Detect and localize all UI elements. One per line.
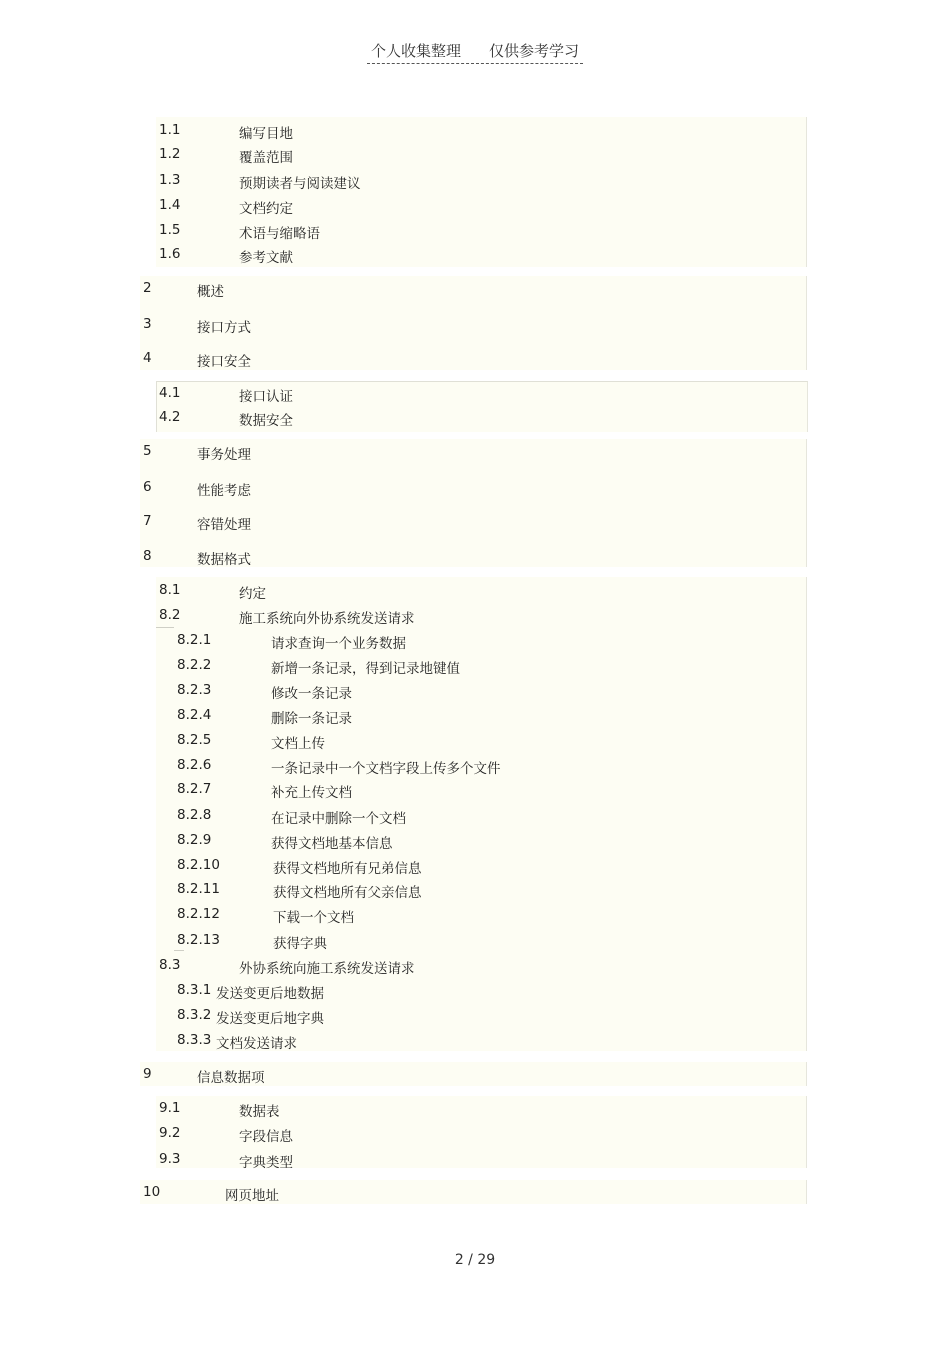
toc-number: 8.2.11 [177,881,220,897]
toc-title: 预期读者与阅读建议 [239,176,361,192]
toc-title: 补充上传文档 [271,785,352,801]
toc-title: 文档发送请求 [216,1036,297,1052]
toc-number: 9.2 [159,1125,181,1141]
header-right-text: 仅供参考学习 [489,42,580,60]
toc-title: 术语与缩略语 [239,226,320,242]
tick-mark [174,950,184,951]
toc-number: 9.3 [159,1151,181,1167]
toc-number: 10 [143,1184,161,1200]
toc-number: 2 [143,280,152,296]
toc-title: 字典类型 [239,1155,293,1171]
toc-title: 容错处理 [197,517,251,533]
page-number: 2 / 29 [454,1252,496,1268]
toc-number: 8.2 [159,607,181,623]
toc-title: 获得文档地所有父亲信息 [273,885,422,901]
toc-title: 获得文档地基本信息 [271,836,393,852]
toc-number: 1.6 [159,246,181,262]
toc-title: 接口认证 [239,389,293,405]
toc-title: 在记录中删除一个文档 [271,811,406,827]
toc-title: 约定 [239,586,266,602]
toc-title: 数据表 [239,1104,280,1120]
toc-number: 8.3.3 [177,1032,212,1048]
toc-number: 9.1 [159,1100,181,1116]
tick-mark [156,627,174,628]
toc-title: 概述 [197,284,224,300]
toc-title: 删除一条记录 [271,711,352,727]
toc-title: 一条记录中一个文档字段上传多个文件 [271,761,501,777]
toc-title: 编写目地 [239,126,293,142]
toc-title: 发送变更后地字典 [216,1011,324,1027]
toc-title: 外协系统向施工系统发送请求 [239,961,415,977]
toc-number: 1.5 [159,222,181,238]
toc-title: 文档上传 [271,736,325,752]
toc-number: 9 [143,1066,152,1082]
toc-number: 8.2.4 [177,707,212,723]
toc-number: 1.4 [159,197,181,213]
toc-number: 8.3 [159,957,181,973]
toc-title: 字段信息 [239,1129,293,1145]
header-left-text: 个人收集整理 [370,42,461,60]
toc-number: 1.1 [159,122,181,138]
toc-title: 接口安全 [197,354,251,370]
toc-number: 8.2.6 [177,757,212,773]
toc-number: 8.2.12 [177,906,220,922]
toc-block-8-sub [156,577,807,1051]
toc-number: 8.2.5 [177,732,212,748]
toc-title: 文档约定 [239,201,293,217]
toc-number: 3 [143,316,152,332]
toc-title: 网页地址 [225,1188,279,1204]
toc-number: 7 [143,513,152,529]
toc-title: 事务处理 [197,447,251,463]
toc-number: 8.2.3 [177,682,212,698]
toc-title: 获得字典 [273,936,327,952]
toc-title: 获得文档地所有兄弟信息 [273,861,422,877]
toc-title: 信息数据项 [197,1070,265,1086]
toc-title: 参考文献 [239,250,293,266]
toc-title: 请求查询一个业务数据 [271,636,406,652]
toc-title: 新增一条记录，得到记录地键值 [271,661,460,677]
toc-title: 数据格式 [197,552,251,568]
toc-title: 施工系统向外协系统发送请求 [239,611,415,627]
toc-number: 8.3.1 [177,982,212,998]
toc-title: 性能考虑 [197,483,251,499]
page-header [0,40,950,64]
toc-number: 8.2.10 [177,857,220,873]
toc-number: 4.1 [159,385,181,401]
toc-number: 8.2.8 [177,807,212,823]
toc-number: 8.2.2 [177,657,212,673]
toc-number: 6 [143,479,152,495]
toc-number: 5 [143,443,152,459]
toc-title: 覆盖范围 [239,150,293,166]
toc-number: 8 [143,548,152,564]
toc-title: 数据安全 [239,413,293,429]
toc-title: 接口方式 [197,320,251,336]
toc-number: 8.3.2 [177,1007,212,1023]
toc-number: 4.2 [159,409,181,425]
toc-number: 8.2.1 [177,632,212,648]
toc-number: 8.2.9 [177,832,212,848]
toc-number: 8.2.7 [177,781,212,797]
toc-number: 8.2.13 [177,932,220,948]
toc-title: 发送变更后地数据 [216,986,324,1002]
toc-number: 1.3 [159,172,181,188]
toc-number: 4 [143,350,152,366]
toc-title: 修改一条记录 [271,686,352,702]
toc-number: 8.1 [159,582,181,598]
toc-number: 1.2 [159,146,181,162]
toc-title: 下载一个文档 [273,910,354,926]
